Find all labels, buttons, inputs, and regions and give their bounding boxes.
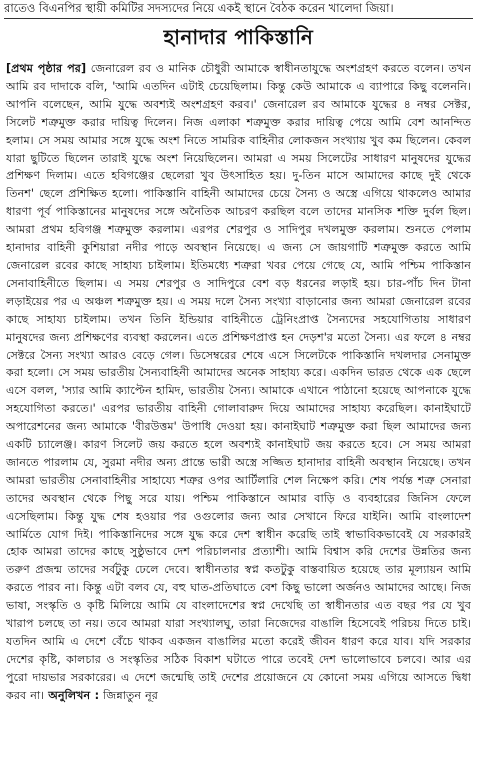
article-paragraph bbox=[6, 60, 471, 705]
writer-label: অনুলিখন : bbox=[48, 688, 100, 702]
article-body-text: জেনারেল রব ও মানিক চৌধুরী আমাকে স্বাধীনতাযুদ্ধে অংশগ্রহণ করতে বলেন। তখন আমি রব দাদাকে বলি, 'আমি এতদিন এটাই চেয়েছিলাম। কিন্তু কেউ আমাকে এ ব্যাপারে কিছু বলেননি। আপনি বলেছেন, আমি যুদ্ধে অবশ্যই অংশগ্রহণ করব।' জেনারেল রব আমাকে যুদ্ধের ৪ নম্বর সেক্টর, সিলেট শত্রুমুক্ত করার দায়িত্ব দিলেন। নিজ এলাকা শত্রুমুক্ত করার দায়িত্ব পেয়ে আমি বেশ আনন্দিত হলাম। সে সময় আমার সঙ্গে যুদ্ধে অংশ নিতে সামরিক বাহিনীর লোকজন সংখ্যায় খুব কম ছিলেন। কেবল যারা ছুটিতে ছিলেন তারাই যুদ্ধে অংশ নিয়েছিলেন। আমরা এ সময় সিলেটের সাধারণ মানুষদের যুদ্ধের প্রশিক্ষণ দিলাম। এতে হবিগঞ্জের ছেলেরা খুব উৎসাহিত হয়। দু-তিন মাসে আমাদের কাছে দুই থেকে তিনশ' ছেলে প্রশিক্ষিত হলো। পাকিস্তানি বাহিনী আমাদের চেয়ে সৈন্য ও অস্ত্রে এগিয়ে থাকলেও আমার ধারণা পূর্ব পাকিস্তানের মানুষদের সঙ্গে অনৈতিক আচরণ করছিল বলে তাদের মানসিক শক্তি দুর্বল ছিল। আমরা প্রথম হবিগঞ্জ শত্রুমুক্ত করলাম। এরপর শেরপুর ও সাদিপুর দখলমুক্ত করলাম। শুনতে পেলাম হানাদার বাহিনী কুশিয়ারা নদীর পাড়ে অবস্থান নিয়েছে। এ জন্য সে জায়গাটি শত্রুমুক্ত করতে আমি জেনারেল রবের কাছে সাহায্য চাইলাম। ইতিমধ্যে শত্রুরা খবর পেয়ে গেছে যে, আমি পশ্চিম পাকিস্তান সেনাবাহিনীতে ছিলাম। এ সময় শেরপুর ও সাদিপুরে বেশ বড় ধরনের লড়াই হয়। চার-পাঁচ দিন টানা লড়াইয়ের পর এ অঞ্চল শত্রুমুক্ত হয়। এ সময় দলে সৈন্য সংখ্যা বাড়ানোর জন্য আমরা জেনারেল রবের কাছে সাহায্য চাইলাম। তখন তিনি ইন্ডিয়ার বাহিনীতে ট্রেনিংপ্রাপ্ত সৈন্যদের সহযোগিতায় সাধারণ মানুষদের জন্য প্রশিক্ষণের ব্যবস্থা করলেন। এতে প্রশিক্ষণপ্রাপ্ত হন দেড়শ'র মতো সৈন্য। এর ফলে ৪ নম্বর সেক্টরে সৈন্য সংখ্যা আরও বেড়ে গেল। ডিসেম্বরের শেষে এসে সিলেটকে পাকিস্তানি দখলদার সেনামুক্ত করা হলো। সে সময় ভারতীয় সৈন্যবাহিনী আমাদের অনেক সাহায্য করে। একদিন ভারত থেকে এক ছেলে এসে বলল, 'স্যার আমি ক্যাপ্টেন হামিদ, ভারতীয় সৈন্য। আমাকে এখানে পাঠানো হয়েছে আপনাকে যুদ্ধে সহযোগিতা করতে।' এরপর ভারতীয় বাহিনী গোলাবারুদ দিয়ে আমাদের সাহায্য করেছিল। কানাইঘাটে অপারেশনের জন্য আমাকে 'বীরউত্তম' উপাধি দেওয়া হয়। কানাইঘাট শত্রুমুক্ত করা ছিল আমাদের জন্য একটি চ্যালেঞ্জ। কারণ সিলেট জয় করতে হলে অবশ্যই কানাইঘাট জয় করতে হবে। সে সময় আমরা জানতে পারলাম যে, সুরমা নদীর অন্য প্রান্তে ভারী অস্ত্রে সজ্জিত হানাদার বাহিনী অবস্থান নিয়েছে। তখন আমরা ভারতীয় সেনাবাহিনীর সাহায্যে শত্রুর ওপর আর্টিলারি শেল নিক্ষেপ করি। শেষ পর্যন্ত শত্রু সেনারা তাদের অবস্থান থেকে পিছু সরে যায়। পশ্চিম পাকিস্তানে আমার বাড়ি ও ব্যবহারের জিনিস ফেলে এসেছিলাম। কিন্তু যুদ্ধ শেষ হওয়ার পর ওগুলোর জন্য আর সেখানে ফিরে যাইনি। আমি বাংলাদেশ আর্মিতে যোগ দিই। পাকিস্তানিদের সঙ্গে যুদ্ধ করে দেশ স্বাধীন করেছি তাই স্বাভাবিকভাবেই যে সরকারই হোক আমরা তাদের কাছে সুষ্ঠুভাবে দেশ পরিচালনার প্রত্যাশী। আমি বিশ্বাস করি দেশের উন্নতির জন্য তরুণ প্রজন্ম তাদের সর্বটুকু ঢেলে দেবে। স্বাধীনতার স্বপ্ন কতটুকু বাস্তবায়িত হয়েছে তার মূল্যায়ন আমি করতে পারব না। কিন্তু এটা বলব যে, বহু ঘাত-প্রতিঘাতে বেশ কিছু ভালো অর্জনও আমাদের আছে। নিজ ভাষা, সংস্কৃতি ও কৃষ্টি মিলিয়ে আমি যে বাংলাদেশের স্বপ্ন দেখেছি তা স্বাধীনতার এত বছর পর যে খুব খারাপ চলছে তা নয়। তবে আমরা যারা সংখ্যালঘু, তারা নিজেদের বাঙালি হিসেবেই পরিচয় দিতে চাই। যতদিন আমি এ দেশে বেঁচে থাকব একজন বাঙালির মতো করেই জীবন ধারণ করে যাব। যদি সরকার দেশের কৃষ্টি, কালচার ও সংস্কৃতির সঠিক বিকাশ ঘটাতে পারে তবেই দেশ ভালোভাবে চলবে। আর এর পুরো দায়ভার সরকারের। এ দেশে জন্মেছি তাই দেশের প্রয়োজনে যে কোনো সময় এগিয়ে আসতে দ্বিধা করব না। bbox=[6, 62, 471, 702]
writer-name: জিন্নাতুন নূর bbox=[103, 688, 158, 702]
continued-label: [প্রথম পৃষ্ঠার পর] bbox=[6, 62, 87, 75]
previous-article-tail: রাতেও বিএনপির স্থায়ী কমিটির সদস্যদের নিয়ে একই স্থানে বৈঠক করেন খালেদা জিয়া। bbox=[4, 0, 473, 19]
article-headline: হানাদার পাকিস্তানি bbox=[163, 25, 314, 49]
article-body bbox=[6, 60, 471, 755]
